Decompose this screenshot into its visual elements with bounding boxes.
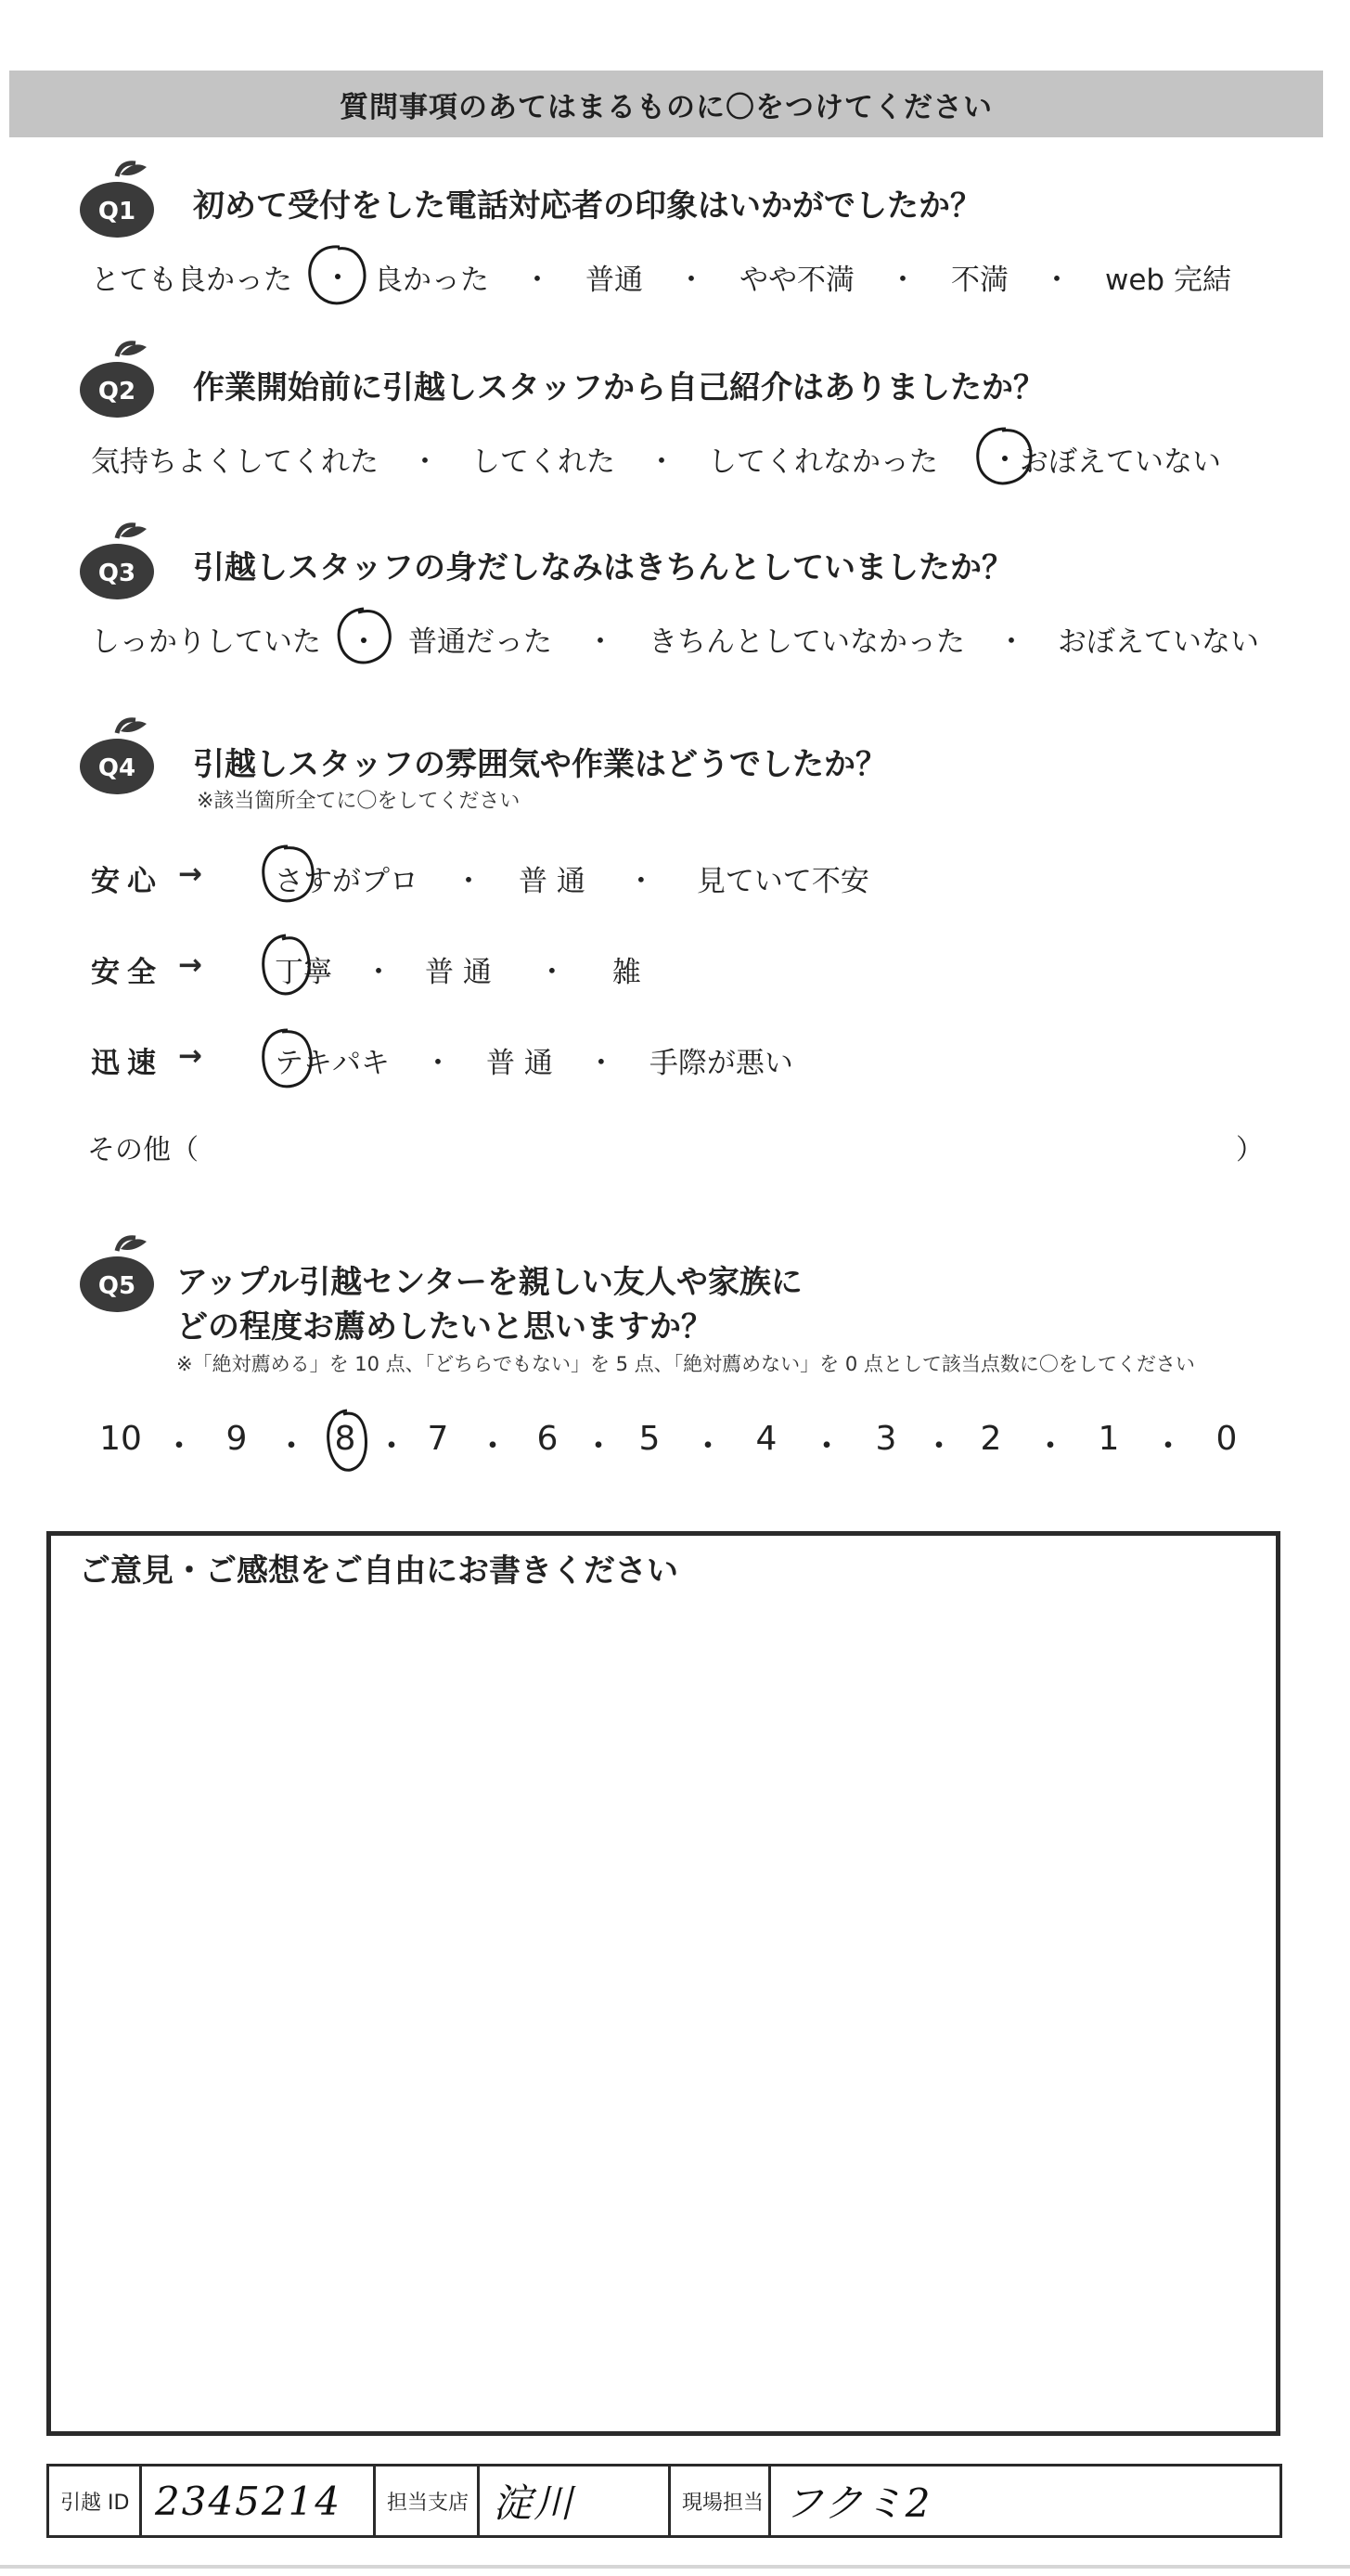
q4-row-3-label: 迅速 bbox=[91, 1047, 163, 1080]
q4-row-2-option-3[interactable]: 雑 bbox=[611, 956, 641, 989]
q5-scale-separator: ・ bbox=[809, 1427, 844, 1465]
q2-option-2[interactable]: してくれた bbox=[471, 445, 615, 479]
q4-row-1-options bbox=[275, 857, 869, 899]
comment-title: ご意見・ご感想をご自由にお書きください bbox=[79, 1552, 678, 1590]
q1-option-5[interactable]: 不満 bbox=[951, 264, 1009, 297]
q3-option-1[interactable]: しっかりしていた bbox=[91, 625, 321, 659]
q1-apple-badge-icon bbox=[72, 156, 161, 245]
q2-badge-label: Q2 bbox=[97, 378, 136, 406]
q4-separator: ・ bbox=[423, 1047, 453, 1080]
q4-separator: ・ bbox=[626, 865, 656, 898]
q2-separator: ・ bbox=[410, 445, 440, 479]
q5-title-line-2: どの程度お薦めしたいと思いますか？ bbox=[176, 1308, 713, 1346]
q3-options bbox=[91, 618, 1259, 660]
q3-apple-badge-icon bbox=[72, 518, 161, 607]
move-id-label-cell bbox=[49, 2467, 142, 2535]
q3-badge-label: Q3 bbox=[97, 560, 136, 587]
q5-scale-value[interactable]: 10 bbox=[99, 1420, 142, 1458]
q1-option-1[interactable]: とても良かった bbox=[91, 264, 292, 297]
q3-option-4[interactable]: おぼえていない bbox=[1058, 625, 1259, 659]
q5-scale-separator: ・ bbox=[475, 1427, 510, 1465]
q5-note: ※「絶対薦める」を 10 点、「どちらでもない」を 5 点、「絶対薦めない」を 0 点として該当点数に〇をしてください bbox=[176, 1353, 1195, 1375]
q5-scale-value[interactable]: 6 bbox=[536, 1420, 559, 1458]
q1-badge-label: Q1 bbox=[97, 198, 136, 225]
q4-row-1-arrow: → bbox=[178, 857, 202, 891]
q5-scale-separator: ・ bbox=[921, 1427, 957, 1465]
move-id-value-cell[interactable] bbox=[142, 2467, 376, 2535]
q1-separator: ・ bbox=[676, 264, 706, 297]
q2-title: 作業開始前に引越しスタッフから自己紹介はありましたか？ bbox=[193, 369, 1045, 406]
move-id-label: 引越 ID bbox=[60, 2491, 130, 2515]
q4-row-1-option-2[interactable]: 普 通 bbox=[519, 865, 585, 898]
q4-row-3-option-1[interactable]: テキパキ bbox=[275, 1047, 390, 1080]
q1-option-2[interactable]: 良かった bbox=[374, 264, 489, 297]
branch-value-cell[interactable] bbox=[480, 2467, 671, 2535]
q2-option-4[interactable]: おぼえていない bbox=[1020, 445, 1221, 479]
q5-scale-separator: ・ bbox=[374, 1427, 409, 1465]
staff-label: 現場担当 bbox=[682, 2491, 765, 2515]
q5-title-line-1: アップル引越センターを親しい友人や家族に bbox=[176, 1264, 803, 1301]
q5-scale-value[interactable]: 5 bbox=[638, 1420, 661, 1458]
q5-badge-label: Q5 bbox=[97, 1272, 136, 1300]
q4-row-2-option-1[interactable]: 丁寧 bbox=[275, 956, 332, 989]
staff-label-cell bbox=[671, 2467, 771, 2535]
q1-separator: ・ bbox=[888, 264, 918, 297]
q4-row-2-option-2[interactable]: 普 通 bbox=[425, 956, 492, 989]
q1-option-4[interactable]: やや不満 bbox=[739, 264, 855, 297]
q5-scale-separator: ・ bbox=[161, 1427, 197, 1465]
q4-row-2-options bbox=[275, 948, 641, 990]
bottom-rule bbox=[0, 2565, 1350, 2569]
q4-other-label: その他（ bbox=[87, 1134, 199, 1166]
q4-row-1-label: 安心 bbox=[91, 865, 163, 898]
q4-row-3-option-2[interactable]: 普 通 bbox=[486, 1047, 553, 1080]
q4-row-2-arrow: → bbox=[178, 948, 202, 982]
branch-value: 淀川 bbox=[493, 2480, 575, 2526]
q1-title: 初めて受付をした電話対応者の印象はいかがでしたか？ bbox=[193, 187, 982, 225]
q5-scale-value[interactable]: 2 bbox=[980, 1420, 1002, 1458]
q5-scale-value[interactable]: 8 bbox=[334, 1420, 356, 1458]
q5-scale-value[interactable]: 0 bbox=[1215, 1420, 1238, 1458]
q4-other-close: ） bbox=[1236, 1134, 1264, 1166]
instructions-title: 質問事項のあてはまるものに〇をつけてください bbox=[340, 90, 993, 124]
q4-title: 引越しスタッフの雰囲気や作業はどうでしたか？ bbox=[193, 746, 887, 783]
q5-scale-value[interactable]: 3 bbox=[875, 1420, 897, 1458]
q4-note: ※該当箇所全てに〇をしてください bbox=[197, 790, 521, 813]
q3-separator: ・ bbox=[585, 625, 615, 659]
q3-separator: ・ bbox=[996, 625, 1026, 659]
q5-scale-separator: ・ bbox=[1033, 1427, 1068, 1465]
q2-options bbox=[91, 438, 1221, 480]
q5-scale-value[interactable]: 9 bbox=[225, 1420, 248, 1458]
q4-apple-badge-icon bbox=[72, 713, 161, 802]
q1-option-3[interactable]: 普通 bbox=[585, 264, 643, 297]
comment-box[interactable] bbox=[46, 1531, 1280, 2436]
q4-row-3-arrow: → bbox=[178, 1039, 202, 1073]
q3-option-3[interactable]: きちんとしていなかった bbox=[649, 625, 965, 659]
staff-value: フクミ2 bbox=[784, 2480, 932, 2526]
q2-apple-badge-icon bbox=[72, 336, 161, 425]
q5-scale-value[interactable]: 1 bbox=[1098, 1420, 1120, 1458]
q5-scale-separator: ・ bbox=[274, 1427, 309, 1465]
q1-separator: ・ bbox=[1042, 264, 1072, 297]
staff-value-cell[interactable] bbox=[771, 2467, 1279, 2535]
q5-scale-separator: ・ bbox=[1151, 1427, 1186, 1465]
q1-separator: ・ bbox=[522, 264, 552, 297]
q2-option-1[interactable]: 気持ちよくしてくれた bbox=[91, 445, 379, 479]
q4-row-1-option-1[interactable]: さすがプロ bbox=[275, 865, 418, 898]
q1-options bbox=[91, 256, 1231, 298]
q5-scale-value[interactable]: 7 bbox=[427, 1420, 449, 1458]
q5-scale-value[interactable]: 4 bbox=[755, 1420, 778, 1458]
branch-label-cell bbox=[376, 2467, 480, 2535]
q4-row-2-label: 安全 bbox=[91, 956, 163, 989]
q2-separator: ・ bbox=[647, 445, 676, 479]
instructions-header bbox=[9, 71, 1323, 137]
q5-scale-separator: ・ bbox=[581, 1427, 616, 1465]
q2-option-3[interactable]: してくれなかった bbox=[708, 445, 938, 479]
footer-table bbox=[46, 2464, 1282, 2538]
q1-option-6[interactable]: web 完結 bbox=[1105, 264, 1231, 297]
q5-apple-badge-icon bbox=[72, 1230, 161, 1320]
branch-label: 担当支店 bbox=[387, 2491, 469, 2515]
q5-scale-separator: ・ bbox=[690, 1427, 726, 1465]
q4-separator: ・ bbox=[364, 956, 393, 989]
q4-row-3-options bbox=[275, 1039, 793, 1081]
q4-separator: ・ bbox=[537, 956, 567, 989]
q4-row-1-option-3[interactable]: 見ていて不安 bbox=[696, 865, 869, 898]
q3-option-2[interactable]: 普通だった bbox=[408, 625, 552, 659]
q4-row-3-option-3[interactable]: 手際が悪い bbox=[649, 1047, 793, 1080]
q4-separator: ・ bbox=[454, 865, 483, 898]
q3-title: 引越しスタッフの身だしなみはきちんとしていましたか？ bbox=[193, 549, 1013, 586]
q4-separator: ・ bbox=[586, 1047, 616, 1080]
move-id-value: 2345214 bbox=[155, 2478, 342, 2524]
q4-badge-label: Q4 bbox=[97, 754, 136, 782]
